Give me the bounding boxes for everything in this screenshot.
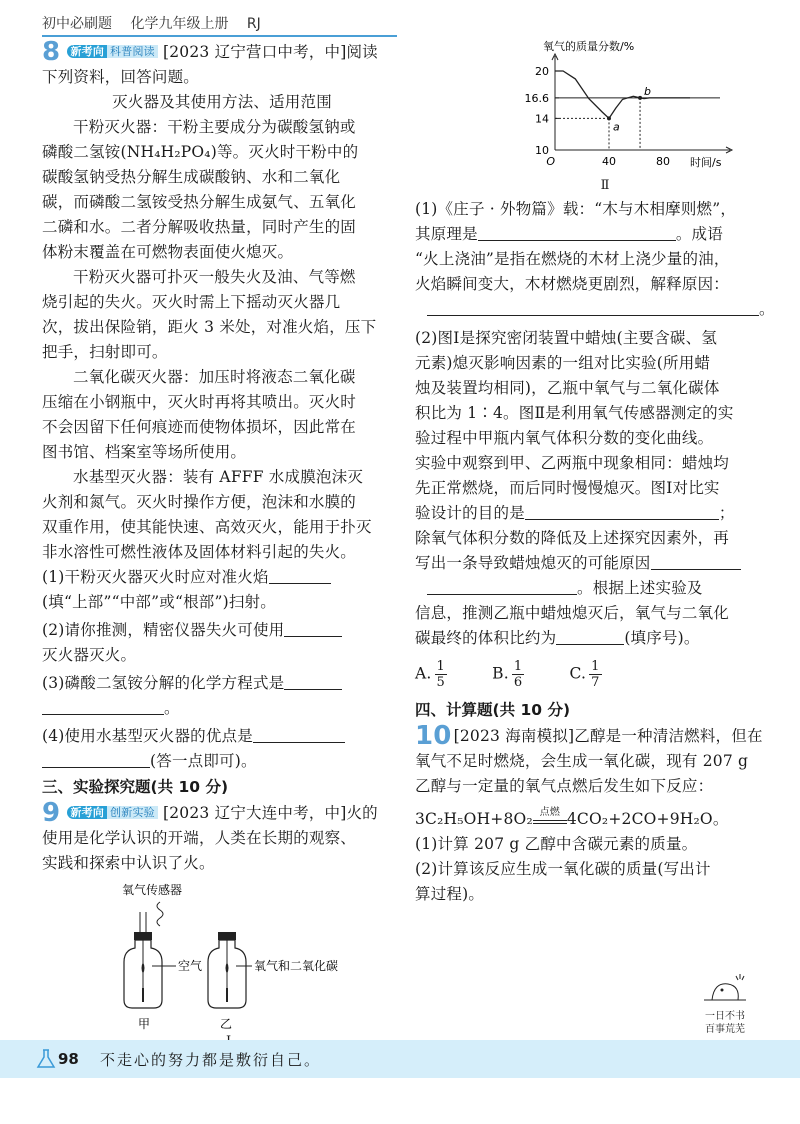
reading-title: 灭火器及其使用方法、适用范围 — [112, 93, 332, 111]
figure-2-label: Ⅱ — [600, 178, 610, 193]
page-number: 98 — [58, 1050, 79, 1068]
answer-blank[interactable] — [269, 567, 331, 584]
y-tick-label: 14 — [535, 112, 549, 126]
cartoon-stamp: 一日不书 百事荒芜 — [690, 970, 760, 1036]
q8-intro: 8 新考向 科普阅读 [2023 辽宁营口中考，中]阅读 — [42, 37, 378, 67]
oxygen-curve — [555, 71, 690, 118]
book-name: 初中必刷题 — [42, 16, 112, 32]
answer-blank[interactable] — [478, 224, 676, 241]
q8-sub-3: (3)磷酸二氢铵分解的化学方程式是 — [42, 671, 402, 696]
q8-sub-4-cont: (答一点即可)。 — [42, 749, 402, 774]
subject-name: 化学九年级上册 — [130, 16, 229, 32]
y-tick-label: 16.6 — [524, 91, 549, 105]
x-tick-label: O — [546, 155, 555, 168]
edition-label: RJ — [246, 16, 261, 32]
point-label-b: b — [644, 84, 652, 98]
reading-para-2: 干粉灭火器可扑灭一般失火及油、气等燃 烧引起的失火。灭火时需上下摇动灭火器几 次，拔出保险销，距火 3 米处，对准火焰，压下 把手，扫射即可。 — [42, 268, 377, 361]
answer-blank[interactable] — [427, 299, 759, 316]
mixture-label: 氧气和二氧化碳 — [254, 959, 339, 973]
page-header — [42, 13, 275, 33]
y-tick-label: 10 — [535, 144, 549, 157]
q10-intro: 10 [2023 海南模拟]乙醇是一种清洁燃料，但在 — [415, 721, 763, 751]
point-b — [638, 96, 642, 100]
question-number: 10 — [415, 721, 452, 751]
q8-sub-2: (2)请你推测，精密仪器失火可使用 — [42, 618, 402, 643]
chart-xlabel: 时间/s — [690, 156, 722, 169]
option-b[interactable]: B. $\frac{1}{6}$ — [492, 659, 523, 690]
reading-para-4: 水基型灭火器：装有 AFFF 水成膜泡沫灭 火剂和氮气。灭火时操作方便，泡沫和水膜的 双重作用，使其能快速、高效灭火，能用于扑灭 非水溶性可燃性液体及固体材料引起的失火。 — [42, 468, 372, 561]
question-badge: 新考向 创新实验 — [67, 805, 157, 821]
header-divider — [42, 35, 397, 37]
q9-intro: 9 新考向 创新实验 [2023 辽宁大连中考，中]火的 — [42, 798, 378, 828]
option-c[interactable]: C. $\frac{1}{7}$ — [569, 659, 600, 690]
point-a — [607, 116, 611, 120]
answer-blank[interactable] — [525, 503, 719, 520]
answer-blank[interactable] — [427, 578, 577, 595]
x-tick-label: 40 — [602, 155, 616, 168]
answer-blank[interactable] — [42, 751, 150, 768]
answer-options — [415, 659, 785, 695]
section-4-heading: 四、计算题(共 10 分) — [415, 701, 571, 719]
left-column: 8 新考向 科普阅读 [2023 辽宁营口中考，中]阅读 下列资料，回答问题。 灭火器及其使用方法、适用范围 干粉灭火器：干粉主要成分为碳酸氢钠或 磷酸二氢铵(NH₄H₂PO₄)等。灭火时干粉中的 碳酸氢钠受热分解生成碳酸钠、水和二氧化 碳，而磷酸二氢铵受热分解生成氨气、五氧化 二磷和水。二者分解吸收热量，同时产生的固 体粉末覆盖在可燃物表面使火熄灭。 干粉灭火器可扑灭一般失火及油、气等燃 烧引起的失火。灭火时需上下摇动灭火器几 次，拔出保险销，距火 3 米处，对准火焰，压下 把手，扫射即可。 二氧化碳灭火器：加压时将液态二氧化碳 压缩在小钢瓶中，灭火时再将其喷出。灭火时 不会因留下任何痕迹而使物体损坏，因此常在 图书馆、档案室等场所使用。 水基型灭火器：装有 AFFF 水成膜泡沫灭 火剂和氮气。灭火时操作方便，泡沫和水膜的 双重作用，使其能快速、高效灭火，能用于扑灭 非水溶性可燃性液体及固体材料引起的失火。 (1)干粉灭火器灭火时应对准火焰 (填“上部”“中部”或“根部”)扫射。 (2)请你推测，精密仪器失火可使用 灭火器灭火。 (3)磷酸二氢铵分解的化学方程式是 。 (4)使用水基型灭火器的优点是 (答一点即可)。 三、实验探究题(共 10 分) 9 新考向 创新实验 [2023 辽宁大连中考，中]火的 使用是化学认识的开端，人类在长期的观察、 实践和探索中认识了火。 氧气传感器 空气 氧气和二氧化碳 甲 乙 — [42, 40, 402, 1053]
q8-sub-1: (1)干粉灭火器灭火时应对准火焰 — [42, 565, 402, 590]
experiment-diagram — [42, 878, 362, 1038]
right-column: 氧气的质量分数/% 时间/s 10 14 16.6 20 O 40 80 a b Ⅱ (1)《庄子 · 外物篇》载：“木与木相摩则燃”， 其原理是 。成语 “火上浇油”是指在燃烧的木材上浇少量的油， 火焰瞬间变大，木材燃烧更剧烈，解释原因： 。 (2)图Ⅰ是探究密闭装置中蜡烛(主要含碳、氢 元素)熄灭影响因素的一组对比实验(所用蜡 烛及装置均相同)，乙瓶中氧气与二氧化碳体 积比为 1∶4。图Ⅱ是利用氧气传感器测定的实 验过程中甲瓶内氧气体积分数的变化曲线。 实验中观察到甲、乙两瓶中现象相同：蜡烛均 先正常燃烧，而后同时慢慢熄灭。图Ⅰ对比实 验设计的目的是 ； 除氧气体积分数的降低及上述探究因素外，再 写出一条导致蜡烛熄灭的可能原因 。根据上述实验及 信息，推测乙瓶中蜡烛熄灭后，氧气与二氧化 碳最终的体积比约为 (填序号)。 A. $\frac{1}{5}$ B. $\frac{1}{6}$ C. $\frac{1}{7}$ 四、计算题(共 10 分) 10 [2023 海南模拟]乙醇是一种清洁燃料，但在 氧气不足时燃烧，会生成一氧化碳，现有 207 g 乙醇与一定量的氧气点燃后发生如下反应： 3C₂H₅OH+8O₂ 点燃 4CO₂+2CO+9H₂O。 (1)计算 207 g 乙醇中含碳元素的质量。 (2)计算该反应生成一氧化碳的质量(写出计 算过程)。 — [415, 40, 785, 907]
answer-blank[interactable] — [253, 726, 345, 743]
point-label-a: a — [613, 120, 620, 134]
text-line: 下列资料，回答问题。 — [42, 68, 200, 86]
answer-blank[interactable] — [42, 698, 164, 715]
reading-para-1: 干粉灭火器：干粉主要成分为碳酸氢钠或 磷酸二氢铵(NH₄H₂PO₄)等。灭火时干粉中的 碳酸氢钠受热分解生成碳酸钠、水和二氧化 碳，而磷酸二氢铵受热分解生成氨气、五氧化 二磷和水。二者分解吸收热量，同时产生的固 体粉末覆盖在可燃物表面使火熄灭。 — [42, 118, 359, 261]
reaction-equation: 3C₂H₅OH+8O₂ 点燃 4CO₂+2CO+9H₂O。 — [415, 807, 785, 832]
question-badge: 新考向 科普阅读 — [67, 44, 157, 60]
answer-blank[interactable] — [651, 553, 741, 570]
bottle-jia — [124, 912, 176, 1008]
reading-para-3: 二氧化碳灭火器：加压时将液态二氧化碳 压缩在小钢瓶中，灭火时再将其喷出。灭火时 不会因留下任何痕迹而使物体损坏，因此常在 图书馆、档案室等场所使用。 — [42, 368, 357, 461]
answer-blank[interactable] — [556, 628, 624, 645]
answer-blank[interactable] — [284, 620, 342, 637]
question-number: 8 — [42, 37, 61, 67]
reaction-condition: 点燃 — [539, 807, 561, 818]
x-tick-label: 80 — [656, 155, 670, 168]
sensor-label: 氧气传感器 — [122, 883, 183, 897]
question-number: 9 — [42, 798, 61, 828]
chart-ylabel: 氧气的质量分数/% — [543, 40, 635, 53]
bottle-yi-label: 乙 — [220, 1017, 233, 1031]
bottle-yi — [208, 932, 252, 1008]
footer-motto: 不走心的努力都是敷衍自己。 — [100, 1051, 322, 1069]
flask-icon — [36, 1048, 56, 1070]
page-footer — [0, 1040, 800, 1078]
answer-blank[interactable] — [284, 673, 342, 690]
section-3-heading: 三、实验探究题(共 10 分) — [42, 778, 229, 796]
q8-sub-3-cont: 。 — [42, 696, 402, 721]
bottle-jia-label: 甲 — [138, 1017, 151, 1031]
q8-sub-4: (4)使用水基型灭火器的优点是 — [42, 724, 402, 749]
cartoon-bird-icon — [700, 970, 750, 1006]
oxygen-chart — [515, 38, 765, 178]
y-tick-label: 20 — [535, 65, 549, 78]
option-a[interactable]: A. $\frac{1}{5}$ — [415, 659, 446, 690]
air-label: 空气 — [178, 959, 203, 973]
